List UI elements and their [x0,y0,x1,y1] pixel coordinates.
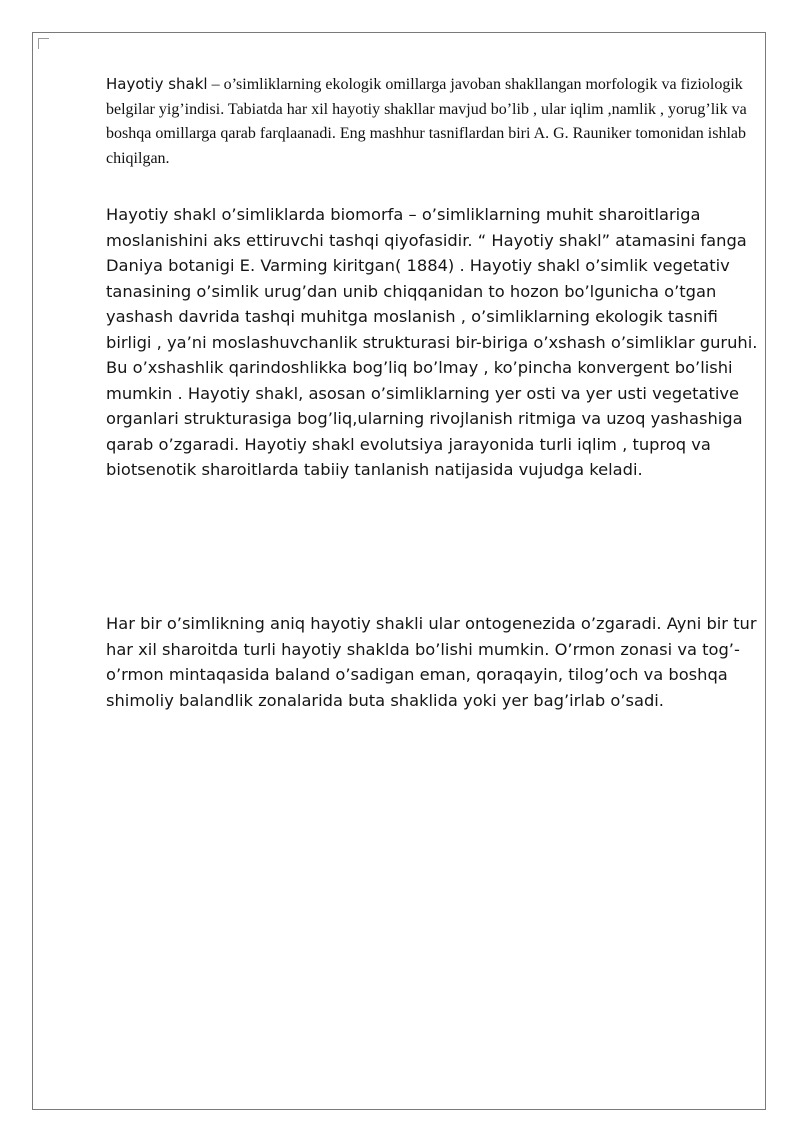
corner-crop-mark [38,38,49,49]
second-paragraph: Har bir o’simlikning aniq hayotiy shakli ular ontogenezida o’zgaradi. Ayni bir tur har xil sharoitda turli hayotiy shaklda bo’lishi mumkin. O’rmon zonasi va tog’-o’rmon mintaqasida baland o’sadigan eman, qoraqayin, tilog’och va boshqa shimoliy balandlik zonalarida buta shaklida yoki yer bag’irlab o’sadi. [106,614,757,710]
intro-text: – o’simliklarning ekologik omillarga javoban shakllangan morfologik va fiziologik belgilar yig’indisi. Tabiatda har xil hayotiy shakllar mavjud bo’lib , ular iqlim ,namlik , yorug’lik va boshqa omillarga qarab farqlaanadi. Eng mashhur tasniflardan biri A. G. Rauniker tomonidan ishlab chiqilgan. [106,76,747,167]
intro-paragraph [106,72,766,171]
intro-lead-term: Hayotiy shakl [106,75,208,93]
main-paragraph: Hayotiy shakl o’simliklarda biomorfa – o’simliklarning muhit sharoitlariga moslanishini aks ettiruvchi tashqi qiyofasidir. “ Hayotiy shakl” atamasini fanga Daniya botanigi E. Varming kiritgan( 1884) . Hayotiy shakl o’simlik vegetativ tanasining o’simlik urug’dan unib chiqqanidan to hozon bo’lgunicha o’tgan yashash davrida tashqi muhitga moslanish , o’simliklarning ekologik tasnifi birligi , ya’ni moslashuvchanlik strukturasi bir-biriga o’xshash o’simliklar guruhi. Bu o’xshashlik qarindoshlikka bog’liq bo’lmay , ko’pincha konvergent bo’lishi mumkin . Hayotiy shakl, asosan o’simliklarning yer osti va yer usti vegetative organlari strukturasiga bog’liq,ularning rivojlanish ritmiga va uzoq yashashiga qarab o’zgaradi. Hayotiy shakl evolutsiya jarayonida turli iqlim , tuproq va biotsenotik sharoitlarda tabiiy tanlanish natijasida vujudga keladi. [106,205,758,479]
page-border [32,32,766,1110]
